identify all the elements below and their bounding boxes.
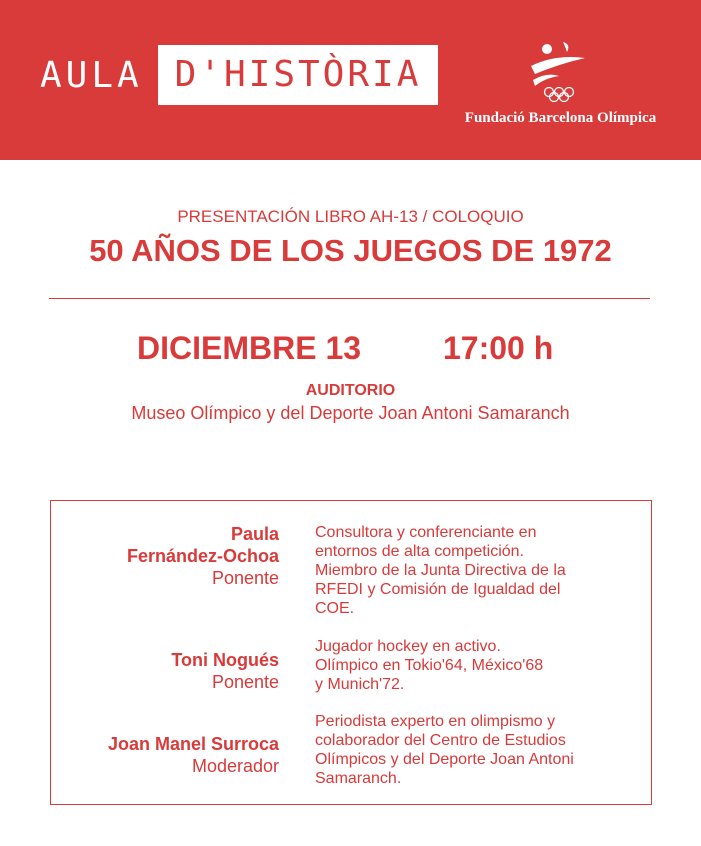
description-line: RFEDI y Comisión de Igualdad del (315, 581, 561, 598)
event-time: 17:00 h (443, 330, 554, 366)
description-line: Olímpico en Tokio'64, México'68 (315, 657, 544, 674)
description-line: Jugador hockey en activo. (315, 638, 501, 655)
description-line: Consultora y conferenciante en (315, 524, 537, 541)
description-line: Miembro de la Junta Directiva de la (315, 562, 566, 579)
brand-historia: D'HISTÒRIA (158, 45, 438, 105)
speaker-description (315, 637, 615, 694)
description-line: Periodista experto en olimpismo y (315, 713, 556, 730)
event-subtitle: PRESENTACIÓN LIBRO AH-13 / COLOQUIO (177, 207, 524, 226)
description-line: Olímpicos y del Deporte Joan Antoni (315, 751, 574, 768)
speaker-name: Joan Manel Surroca (107, 734, 279, 754)
speaker-description (315, 712, 615, 788)
description-line: y Munich'72. (315, 676, 405, 693)
speaker-role: Ponente (211, 568, 279, 588)
speaker-role: Ponente (211, 672, 279, 692)
description-line: colaborador del Centro de Estudios (315, 732, 566, 749)
speaker-name: Toni Nogués (171, 650, 279, 670)
description-line: Samaranch. (315, 770, 402, 787)
speaker-name: Fernández-Ochoa (126, 546, 279, 566)
olympic-foundation-logo-icon (525, 40, 595, 106)
header-banner (0, 0, 701, 160)
foundation-name: Fundació Barcelona Olímpica (464, 110, 657, 126)
venue-name: Museo Olímpico y del Deporte Joan Antoni Samaranch (131, 403, 570, 423)
event-title: 50 AÑOS DE LOS JUEGOS DE 1972 (89, 233, 612, 268)
event-date: DICIEMBRE 13 (137, 330, 362, 366)
divider (49, 298, 650, 299)
speaker-description (315, 523, 615, 618)
speakers-panel (50, 500, 652, 805)
description-line: COE. (315, 600, 355, 617)
brand-aula: AULA (40, 55, 143, 96)
speaker-role: Moderador (191, 756, 279, 776)
description-line: entornos de alta competición. (315, 543, 525, 560)
venue-label: AUDITORIO (305, 382, 396, 399)
speaker-name: Paula (230, 524, 279, 544)
